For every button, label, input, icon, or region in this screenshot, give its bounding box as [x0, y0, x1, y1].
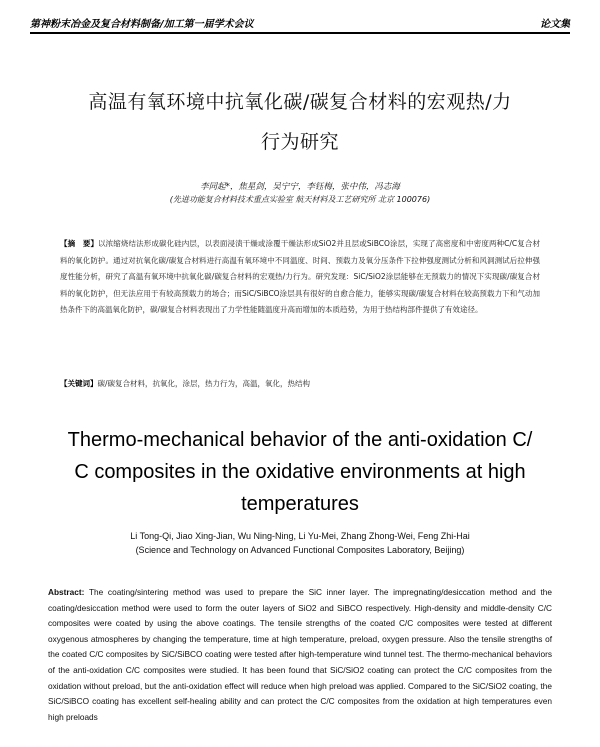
english-authors: Li Tong-Qi, Jiao Xing-Jian, Wu Ning-Ning, Li Yu-Mei, Zhang Zhong-Wei, Feng Zhi-Hai	[130, 531, 470, 541]
english-title-line-1: Thermo-mechanical behavior of the anti-oxidation C/	[67, 429, 533, 451]
header-section-label: 论文集	[540, 19, 570, 30]
english-affiliation: (Science and Technology on Advanced Functional Composites Laboratory, Beijing)	[135, 545, 465, 555]
chinese-affiliation: (先进功能复合材料技术重点实验室 航天材料及工艺研究所 北京 100076)	[169, 195, 431, 204]
chinese-authors: 李同起*，焦星剑，吴宁宁，李钰梅，张中伟，冯志海	[200, 182, 400, 192]
chinese-keywords-text: 碳/碳复合材料，抗氧化，涂层，热力行为，高温，氧化，热结构	[97, 379, 311, 388]
english-title-line-2: C composites in the oxidative environments at high	[74, 461, 526, 483]
header-conference-title: 第神粉末冶金及复合材料制备/加工第一届学术会议	[30, 19, 254, 30]
english-abstract	[48, 585, 552, 725]
english-abstract-text: The coating/sintering method was used to prepare the SiC inner layer. The impregnating/desiccation method and the coating/desiccation method were used to form the outer layers of SiO2 and SiBCO respectively. High-density and middle-density C/C composites were coated by using the above coatings. The tensile strengths of the coated C/C composites were tested at different oxygenous atmospheres by changing the temperature, time at high temperature, preload, oxygen pressure. Also the tensile strengths of the coated C/C composites by SiC/SiBCO coating were tested after high-temperature wind tunnel test. The thermo-mechanical behaviors of the anti-oxidation C/C composites were studied. It has been found that SiC/SiO2 coating can protect the C/C composites from the oxidation without preload, but the anti-oxidation effect will reduce when high preload was applied. Compared to the SiC/SiO2 coating, the SiC/SiBCO coating has excellent self-healing ability and can protect the C/C composites from the oxidation at high temperatures even high preloads	[48, 587, 552, 722]
english-title	[40, 424, 560, 520]
english-abstract-label: Abstract:	[48, 587, 85, 597]
chinese-abstract-text: 以浓缩烧结法形成碳化硅内层，以表面浸渍干燥或涂覆干燥法形成SiO2并且层或SiBCO涂层，实现了高密度和中密度两种C/C复合材料的氧化防护。通过对抗氧化碳/碳复合材料进行高温有氧环境中不同温度、时间、预载力及氧分压条件下拉伸强度测试分析和风洞测试后拉伸强度性能分析，研究了高温有氧环境中抗氧化碳/碳复合材料的宏观热/力行为。研究发现：SiC/SiO2涂层能够在无预载力的情况下实现碳/碳复合材料的氧化防护，但无法应用于有较高预载力的场合；而SiC/SiBCO涂层具有很好的自愈合能力，能够实现碳/碳复合材料在较高预载力下和气动加热条件下的高温氧化防护，碳/碳复合材料表现出了力学性能随温度升高而增加的本质趋势，为用于热结构部件提供了有效途径。	[60, 239, 541, 314]
chinese-title	[40, 82, 560, 162]
chinese-abstract-label: 【摘 要】	[60, 239, 99, 248]
page-header	[30, 12, 570, 34]
chinese-keywords	[60, 378, 540, 389]
chinese-title-line-1: 高温有氧环境中抗氧化碳/碳复合材料的宏观热/力	[88, 91, 512, 113]
chinese-keywords-label: 【关键词】	[60, 379, 98, 388]
english-title-line-3: temperatures	[241, 493, 359, 515]
chinese-title-line-2: 行为研究	[260, 131, 339, 153]
chinese-abstract	[60, 236, 540, 319]
